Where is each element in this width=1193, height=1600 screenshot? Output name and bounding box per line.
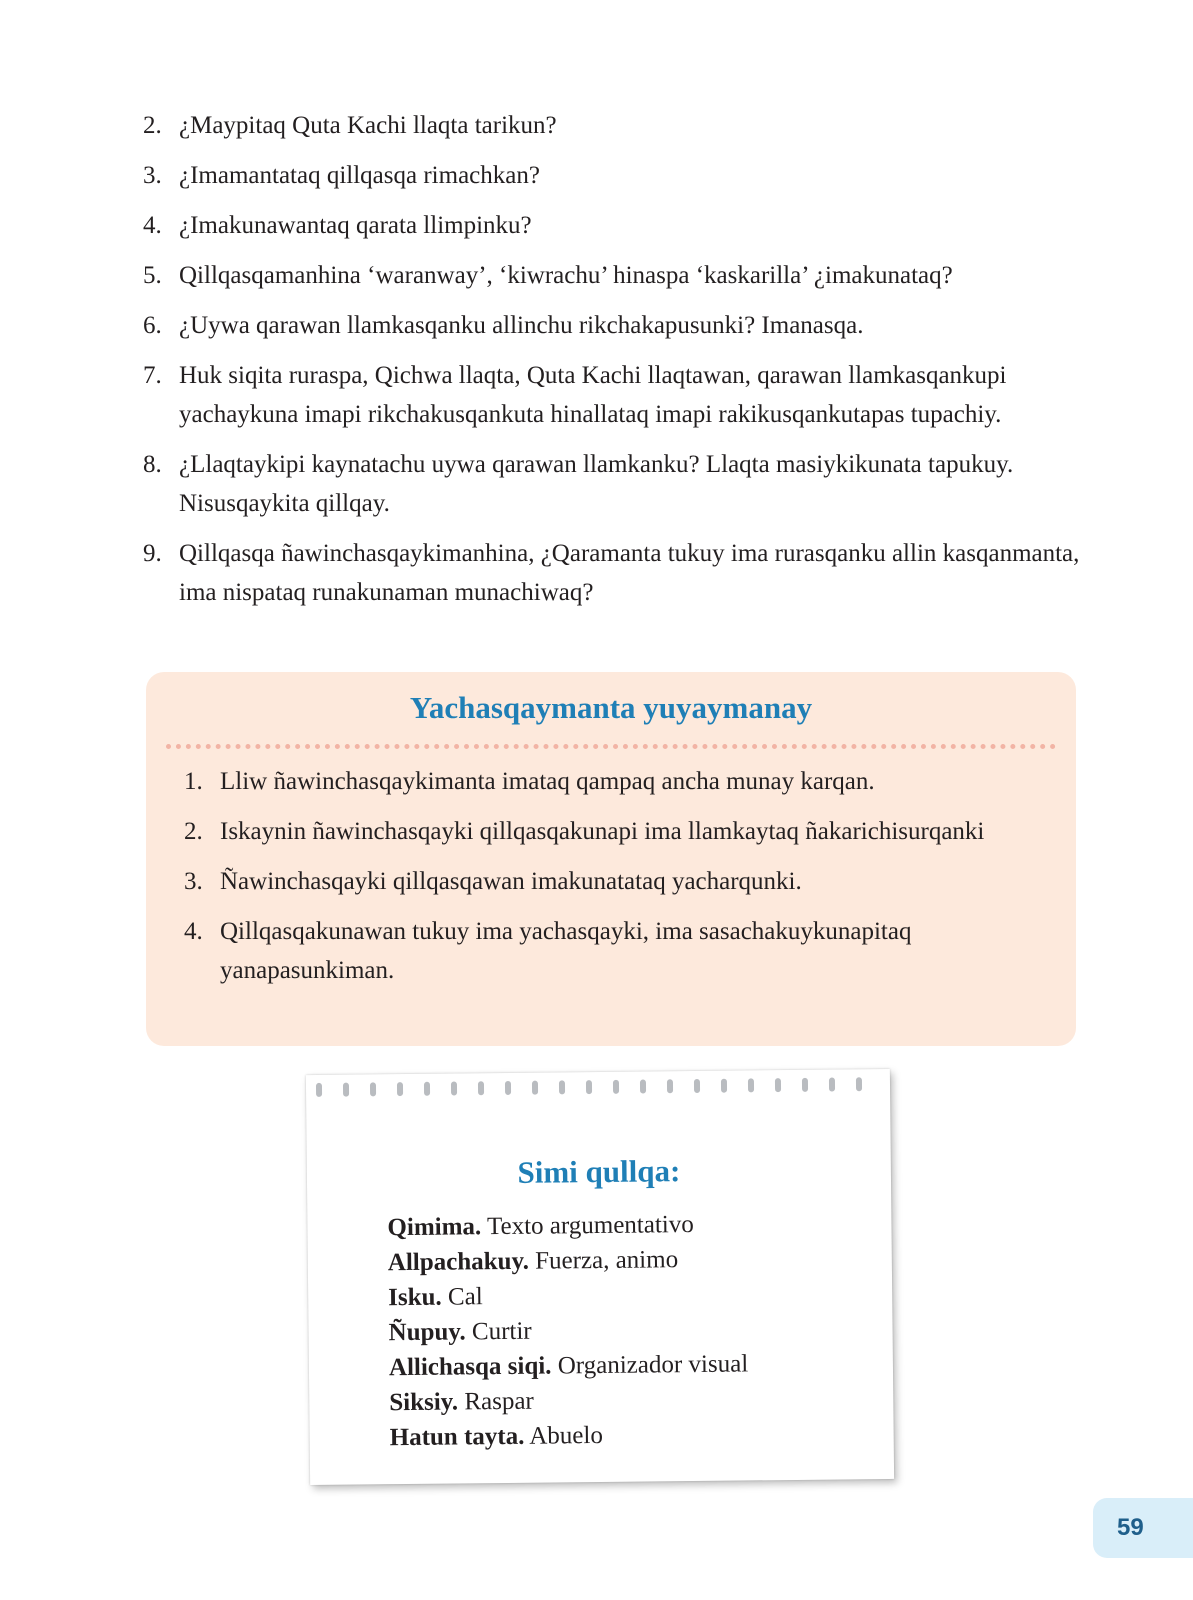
notebook-hole (505, 1081, 511, 1095)
reflection-box (146, 672, 1076, 1046)
notebook-hole (532, 1081, 538, 1095)
glossary-entry: Isku. Cal (388, 1283, 483, 1312)
question-item: 6. ¿Uywa qarawan llamkasqanku allinchu rikchakapusunki? Imanasqa. (143, 312, 864, 339)
notebook-hole (856, 1077, 862, 1091)
glossary-entry: Allichasqa siqi. Organizador visual (388, 1350, 749, 1382)
notebook-hole (694, 1079, 700, 1093)
glossary-entry: Siksiy. Raspar (389, 1387, 534, 1417)
notebook-hole (424, 1082, 430, 1096)
question-item: 9. Qillqasqa ñawinchasqaykimanhina, ¿Qaramanta tukuy ima rurasqanku allin kasqanmanta, ima nispataq runakunaman munachiwaq? (143, 540, 1080, 606)
notebook-hole (640, 1080, 646, 1094)
glossary-entry: Ñupuy. Curtir (388, 1317, 532, 1347)
reflection-item: 2. Iskaynin ñawinchasqayki qillqasqakunapi ima llamkaytaq ñakarichisurqanki (184, 818, 985, 845)
notebook-hole (370, 1082, 376, 1096)
notebook-hole (721, 1079, 727, 1093)
notebook-hole (559, 1080, 565, 1094)
notebook-hole (397, 1082, 403, 1096)
question-item: 7. Huk siqita ruraspa, Qichwa llaqta, Quta Kachi llaqtawan, qarawan llamkasqankupi yachaykuna imapi rikchakusqankuta hinallataq imapi rakikusqankutapas tupachiy. (143, 362, 1007, 428)
notebook-hole (343, 1083, 349, 1097)
notebook-hole (802, 1078, 808, 1092)
question-item: 2. ¿Maypitaq Quta Kachi llaqta tarikun? (143, 112, 557, 139)
notebook-hole (613, 1080, 619, 1094)
reflection-item: 4. Qillqasqakunawan tukuy ima yachasqayki, ima sasachakuykunapitaq yanapasunkiman. (184, 918, 912, 984)
notebook-hole (316, 1083, 322, 1097)
question-item: 3. ¿Imamantataq qillqasqa rimachkan? (143, 162, 540, 189)
notebook-hole (748, 1078, 754, 1092)
dotted-divider (166, 744, 1056, 749)
notebook-hole (586, 1080, 592, 1094)
notebook-hole (667, 1079, 673, 1093)
notebook-holes (316, 1077, 880, 1097)
reflection-item: 3. Ñawinchasqayki qillqasqawan imakunatataq yacharqunki. (184, 868, 802, 895)
glossary-entry: Qimima. Texto argumentativo (387, 1211, 694, 1242)
question-list (143, 106, 1093, 623)
glossary-title: Simi qullqa: (517, 1153, 681, 1190)
reflection-title: Yachasqaymanta yuyaymanay (409, 690, 813, 725)
glossary-list (387, 1205, 870, 1455)
notebook-hole (829, 1078, 835, 1092)
reflection-item: 1. Lliw ñawinchasqaykimanta imataq qampaq ancha munay karqan. (184, 768, 875, 795)
question-item: 5. Qillqasqamanhina ‘waranway’, ‘kiwrachu’ hinaspa ‘kaskarilla’ ¿imakunataq? (143, 262, 953, 289)
glossary-entry: Allpachakuy. Fuerza, animo (387, 1246, 679, 1277)
question-item: 8. ¿Llaqtaykipi kaynatachu uywa qarawan llamkanku? Llaqta masiykikunata tapukuy. Nisusqaykita qillqay. (143, 451, 1014, 517)
reflection-list (184, 762, 1044, 1001)
question-item: 4. ¿Imakunawantaq qarata llimpinku? (143, 212, 532, 239)
notebook-hole (775, 1078, 781, 1092)
notebook-hole (478, 1081, 484, 1095)
notebook-hole (451, 1081, 457, 1095)
glossary-entry: Hatun tayta. Abuelo (389, 1421, 604, 1452)
page-number: 59 (1093, 1498, 1193, 1558)
glossary-note (306, 1069, 894, 1485)
